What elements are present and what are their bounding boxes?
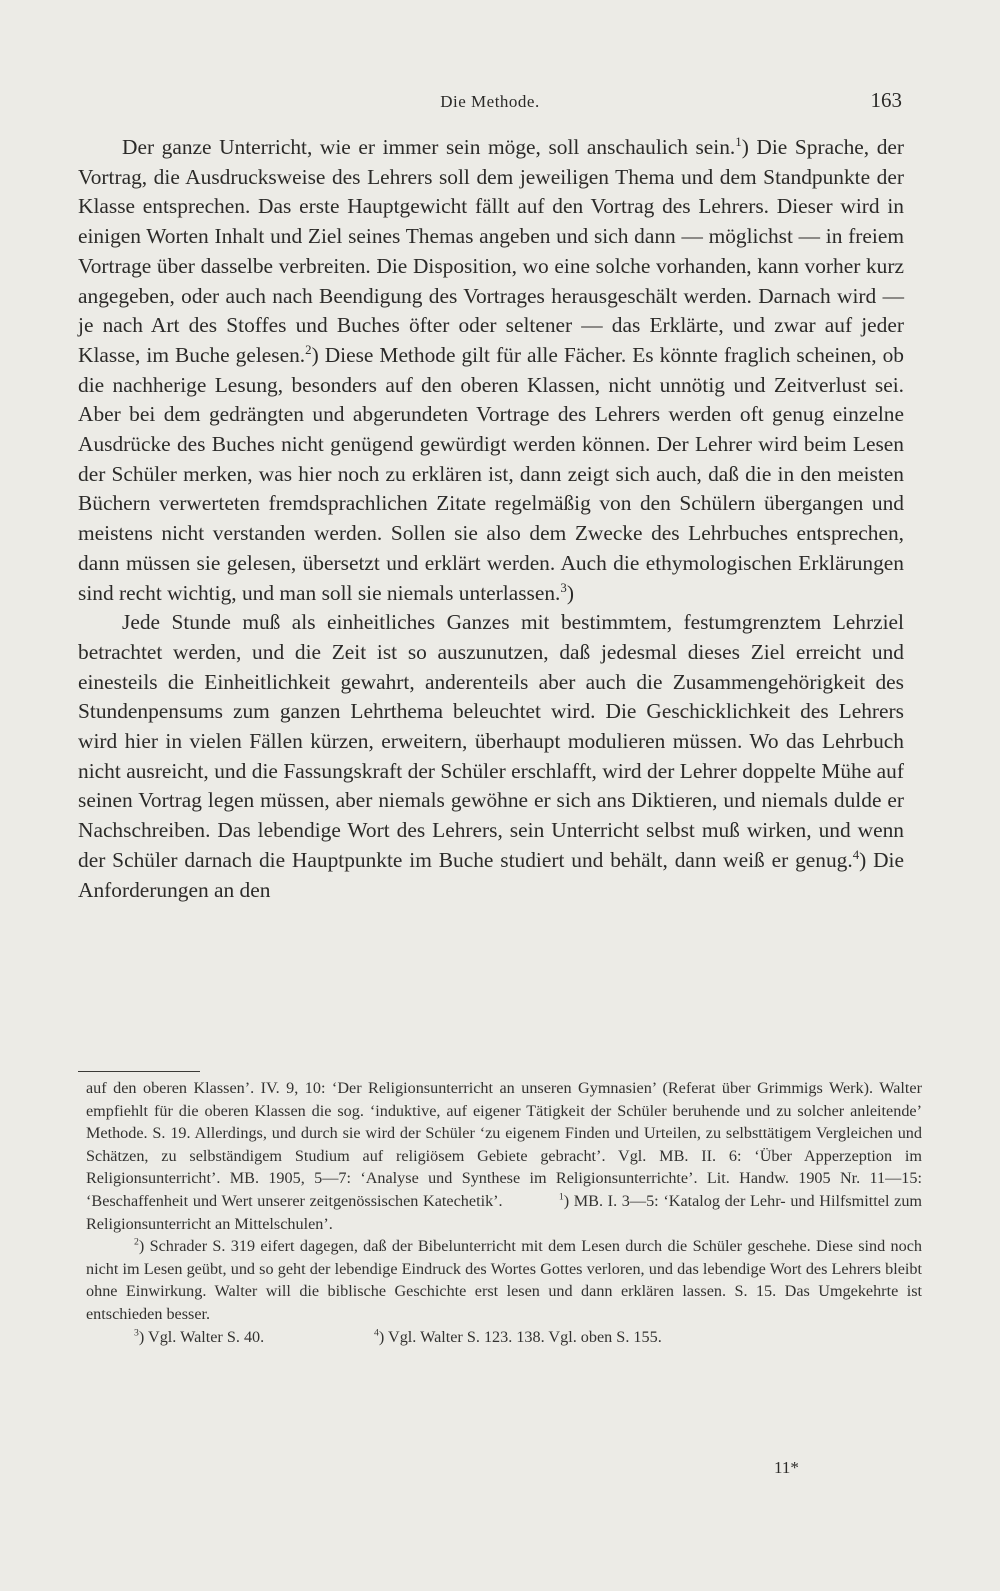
paragraph-2 xyxy=(78,608,904,905)
running-title: Die Methode. xyxy=(440,92,540,111)
footnote-continued xyxy=(86,1077,922,1235)
page-header xyxy=(78,88,902,118)
footnote-2-block xyxy=(86,1235,922,1325)
paragraph-1-text-c: ) Diese Methode gilt für alle Fächer. Es könnte fraglich scheinen, ob die nachherige Lesung, besonders auf den oberen Klassen, nicht unnötig und Zeitverlust sei. Aber bei dem gedrängten und abgerundeten Vortrage des Lehrers werden oft genug einzelne Ausdrücke des Buches nicht genügend gewürdigt werden können. Der Lehrer wird beim Lesen der Schüler merken, was hier noch zu erklären ist, dann zeigt sich auch, daß die in den meisten Büchern verwerteten fremdsprachlichen Zitate regelmäßig von den Schülern übergangen und meistens nicht verstanden werden. Sollen sie also dem Zwecke des Lehrbuches entsprechen, dann müssen sie gelesen, übersetzt und erklärt werden. Auch die ethymologischen Erklärungen sind recht wichtig, und man soll sie niemals unterlassen. xyxy=(78,342,904,605)
sheet-signature: 11* xyxy=(774,1458,799,1477)
footnote-3: ) Vgl. Walter S. 40. xyxy=(138,1327,265,1346)
footnote-divider xyxy=(78,1071,200,1072)
footnote-ref-4: 4 xyxy=(852,847,860,862)
paragraph-2-text: Jede Stunde muß als einheitliches Ganzes mit bestimmtem, festumgrenztem Lehrziel betrachtet werden, und die Zeit ist so auszunutzen, daß jedesmal dieses Ziel erreicht und einesteils die Einheitlichkeit gewahrt, anderenteils aber auch die Zusammengehörigkeit des Stundenpensums zum ganzen Lehrthema beleuchtet wird. Die Geschicklichkeit des Lehrers wird hier in vielen Fällen kürzen, erweitern, überhaupt modulieren müssen. Wo das Lehrbuch nicht ausreicht, und die Fassungskraft der Schüler erschlafft, wird der Lehrer doppelte Mühe auf seinen Vortrag legen müssen, aber niemals gewöhne er sich ans Diktieren, und niemals dulde er Nachschreiben. Das lebendige Wort des Lehrers, sein Unterricht selbst muß wirken, und wenn der Schüler darnach die Hauptpunkte im Buche studiert und behält, dann weiß er genug. xyxy=(78,610,904,872)
footnote-mark-2: 2 xyxy=(134,1236,139,1248)
footnote-ref-3: 3 xyxy=(560,580,567,595)
footnotes xyxy=(86,1077,922,1348)
paragraph-1-text-d: ) xyxy=(566,580,574,605)
paragraph-1-text: Der ganze Unterricht, wie er immer sein möge, soll anschaulich sein. xyxy=(122,135,736,159)
footnote-4: ) Vgl. Walter S. 123. 138. Vgl. oben S. 155. xyxy=(378,1327,662,1346)
footnote-1: ) MB. I. 3—5: ‘Katalog der Lehr- und Hilfsmittel zum Religionsunterricht an Mittelschulen’. xyxy=(86,1191,923,1233)
footnote-mark-4: 4 xyxy=(374,1327,379,1339)
footnote-4-block xyxy=(374,1326,662,1349)
paragraph-2-text-b: ) Die Anforderungen an den xyxy=(78,847,904,902)
paragraph-1-text-b: ) Die Sprache, der Vortrag, die Ausdrucksweise des Lehrers soll dem jeweiligen Thema und dem Standpunkte der Klasse entsprechen. Das erste Hauptgewicht fällt auf den Vortrag des Lehrers. Dieser wird in einigen Worten Inhalt und Ziel seines Themas angeben und sich dann — möglichst — in freiem Vortrage über dasselbe verbreiten. Die Disposition, wo eine solche vorhanden, kann vorher kurz angegeben, oder auch nach Beendigung des Vortrages herausgeschält werden. Darnach wird — je nach Art des Stoffes und Buches öfter oder seltener — das Erklärte, und zwar auf jeder Klasse, im Buche gelesen. xyxy=(78,135,905,367)
footnote-3-block xyxy=(134,1326,374,1349)
footnote-mark-3: 3 xyxy=(134,1327,139,1339)
paragraph-1 xyxy=(78,133,904,608)
footnote-continued-text: auf den oberen Klassen’. IV. 9, 10: ‘Der Religionsunterricht an unseren Gymnasien’ (Referat über Grimmigs Werk). Walter empfiehlt für die oberen Klassen die sog. ‘induktive, auf eigener Tätigkeit der Schüler beruhende und zu solcher anleitende’ Methode. S. 19. Allerdings, und durch sie wird der Schüler ‘zu eigenem Finden und Urteilen, zu selbsttätigem Vergleichen und Schätzen, zu selbständigem Studium auf religiösem Gebiete gebracht’. Vgl. MB. II. 6: ‘Über Apperzeption im Religionsunterricht’. MB. 1905, 5—7: ‘Analyse und Synthese im Religionsunterrichte’. Lit. Handw. 1905 Nr. 11—15: ‘Beschaffenheit und Wert unserer zeitgenössischen Katechetik’. xyxy=(86,1079,922,1210)
footnote-row-3-4 xyxy=(86,1326,922,1349)
main-text xyxy=(78,133,904,905)
footnote-2: ) Schrader S. 319 eifert dagegen, daß der Bibelunterricht mit dem Lesen durch die Schüler geschehe. Diese sind noch nicht im Lesen geübt, und so geht der lebendige Eindruck des Wortes Gottes verloren, und das lebendige Wort des Lehrers bleibt ohne Einwirkung. Walter will die biblische Geschichte erst lesen und dann erklären lassen. S. 15. Das Umgekehrte ist entschieden besser. xyxy=(86,1237,922,1323)
footnote-mark-1: 1 xyxy=(558,1191,564,1203)
page-number: 163 xyxy=(870,88,902,112)
footnote-ref-1: 1 xyxy=(735,134,742,149)
footnote-ref-2: 2 xyxy=(305,342,312,357)
